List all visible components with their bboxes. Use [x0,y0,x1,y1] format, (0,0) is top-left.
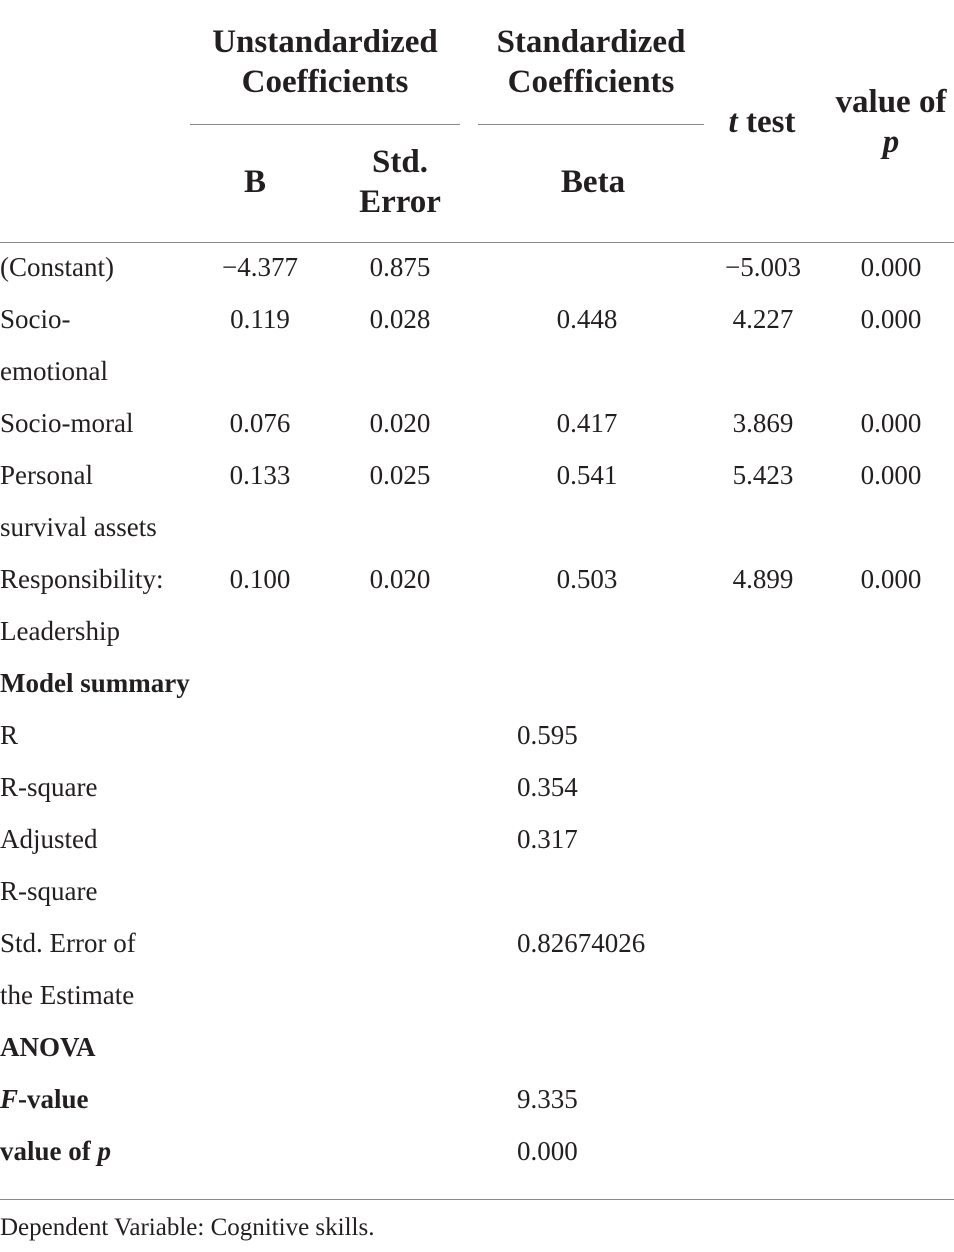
cell-std-error: 0.028 [369,304,431,334]
header-b: B [243,164,266,200]
header-unstandardized-line1: Unstandardized [212,24,438,60]
anova-f-value: 9.335 [517,1084,578,1114]
cell-p: 0.000 [860,408,922,438]
row-label-continued: emotional [0,356,108,386]
row-label-continued: Leadership [0,616,120,646]
cell-b: 0.133 [229,460,291,490]
row-label-continued: survival assets [0,512,157,542]
header-standardized-line2: Coefficients [507,64,675,100]
model-rsquare-label: R-square [0,772,98,802]
model-adjusted-rsquare-label-continued: R-square [0,876,98,906]
cell-t: 4.899 [732,564,794,594]
header-std-error-line1: Std. [372,144,428,180]
cell-t: −5.003 [725,252,801,282]
model-std-error-estimate-label-continued: the Estimate [0,980,135,1010]
model-summary-heading: Model summary [0,668,190,698]
cell-beta: 0.417 [556,408,618,438]
row-label: (Constant) [0,252,114,282]
header-divider-unstandardized [190,124,460,125]
row-label: Responsibility: [0,564,164,594]
cell-t: 4.227 [732,304,794,334]
cell-std-error: 0.025 [369,460,431,490]
cell-p: 0.000 [860,460,922,490]
row-label: Socio- [0,304,71,334]
cell-p: 0.000 [860,304,922,334]
cell-b: 0.100 [229,564,291,594]
header-divider-standardized [478,124,704,125]
header-beta: Beta [560,164,626,200]
cell-std-error: 0.875 [369,252,431,282]
table-footnote: Dependent Variable: Cognitive skills. [0,1214,375,1241]
model-adjusted-rsquare-label: Adjusted [0,824,98,854]
header-t-test: t test [728,104,796,140]
cell-std-error: 0.020 [369,408,431,438]
header-std-error-line2: Error [359,184,441,220]
cell-b: 0.076 [229,408,291,438]
cell-beta: 0.503 [556,564,618,594]
row-label: Socio-moral [0,408,134,438]
header-unstandardized-line2: Coefficients [241,64,409,100]
cell-p: 0.000 [860,252,922,282]
cell-t: 3.869 [732,408,794,438]
anova-p-value: 0.000 [517,1136,578,1166]
cell-b: −4.377 [222,252,298,282]
cell-p: 0.000 [860,564,922,594]
anova-heading: ANOVA [0,1032,96,1062]
model-std-error-estimate-value: 0.82674026 [517,928,646,958]
header-bottom-rule [0,242,954,243]
table-bottom-rule [0,1199,954,1200]
cell-b: 0.119 [230,304,290,334]
cell-beta: 0.541 [556,460,618,490]
model-r-label: R [0,720,19,750]
anova-f-label: F-value [0,1084,89,1114]
model-rsquare-value: 0.354 [517,772,578,802]
header-standardized-line1: Standardized [496,24,686,60]
model-r-value: 0.595 [517,720,578,750]
model-adjusted-rsquare-value: 0.317 [517,824,578,854]
anova-p-label: value of p [0,1136,111,1166]
model-std-error-estimate-label: Std. Error of [0,928,136,958]
cell-beta: 0.448 [556,304,618,334]
cell-t: 5.423 [732,460,794,490]
header-p-line2: p [882,124,900,160]
row-label: Personal [0,460,93,490]
cell-std-error: 0.020 [369,564,431,594]
header-p-line1: value of [835,84,947,120]
